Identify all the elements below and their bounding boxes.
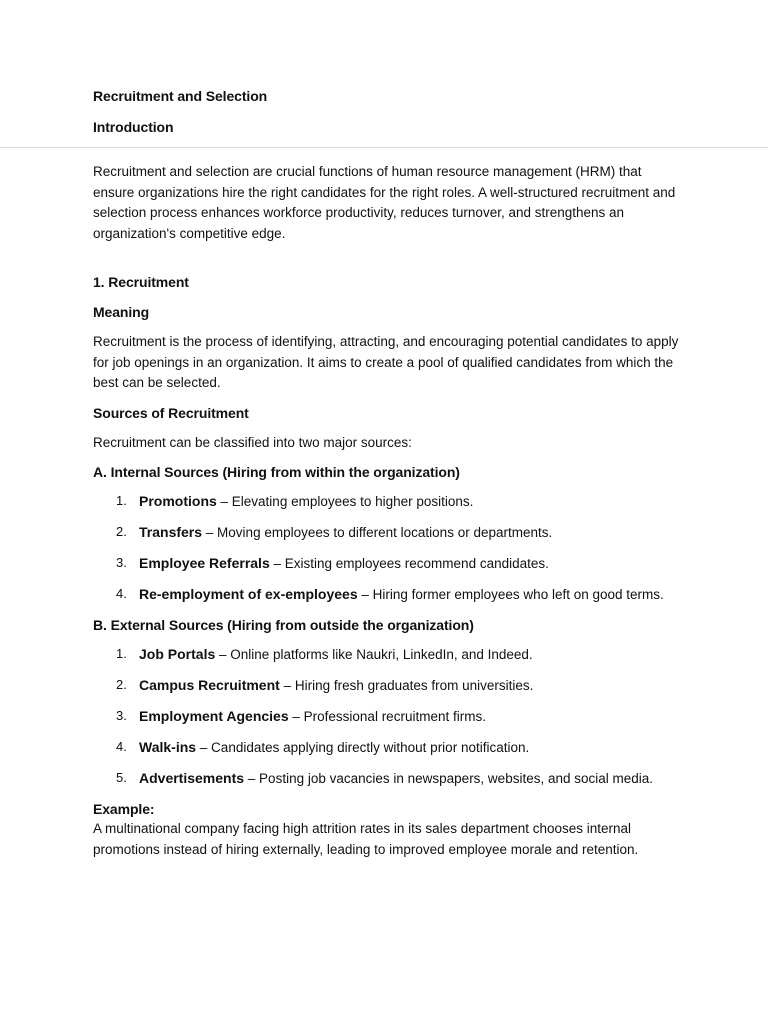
list-term: Walk-ins bbox=[139, 739, 197, 755]
list-desc: – Existing employees recommend candidates. bbox=[269, 556, 549, 571]
list-term: Campus Recruitment bbox=[139, 677, 280, 693]
list-term: Advertisements bbox=[139, 770, 245, 786]
list-number: 3. bbox=[116, 708, 127, 723]
list-number: 4. bbox=[116, 586, 127, 601]
example-heading: Example: bbox=[93, 801, 155, 817]
sources-paragraph: Recruitment can be classified into two major sources: bbox=[93, 434, 412, 450]
list-item bbox=[93, 675, 683, 697]
section-recruitment-heading: 1. Recruitment bbox=[93, 274, 189, 290]
document-body bbox=[93, 86, 683, 860]
list-number: 1. bbox=[116, 493, 127, 508]
list-number: 3. bbox=[116, 555, 127, 570]
list-desc: – Hiring former employees who left on good terms. bbox=[357, 587, 664, 602]
list-number: 2. bbox=[116, 677, 127, 692]
intro-heading: Introduction bbox=[93, 119, 174, 135]
list-desc: – Hiring fresh graduates from universities. bbox=[279, 678, 534, 693]
list-term: Employee Referrals bbox=[139, 555, 270, 571]
external-sources-list bbox=[93, 644, 683, 790]
list-term: Transfers bbox=[139, 524, 203, 540]
list-desc: – Online platforms like Naukri, LinkedIn, and Indeed. bbox=[215, 647, 533, 662]
list-number: 2. bbox=[116, 524, 127, 539]
list-item bbox=[93, 706, 683, 728]
example-paragraph: A multinational company facing high attrition rates in its sales department chooses internal promotions instead of hiring externally, leading to improved employee morale and retention. bbox=[93, 821, 639, 857]
list-term: Promotions bbox=[139, 493, 217, 509]
sources-heading: Sources of Recruitment bbox=[93, 404, 249, 421]
list-item bbox=[93, 768, 683, 790]
meaning-heading: Meaning bbox=[93, 304, 150, 320]
list-term: Employment Agencies bbox=[139, 708, 289, 724]
document-title: Recruitment and Selection bbox=[93, 88, 268, 104]
intro-paragraph: Recruitment and selection are crucial functions of human resource management (HRM) that ensure organizations hire the right candidates for the right roles. A well-structured recruitment and selection process enhances workforce productivity, reduces turnover, and strengthens an organization's competitive edge. bbox=[93, 164, 676, 241]
list-number: 5. bbox=[116, 770, 127, 785]
list-item bbox=[93, 522, 683, 544]
meaning-paragraph: Recruitment is the process of identifying, attracting, and encouraging potential candidates to apply for job openings in an organization. It aims to create a pool of qualified candidates from which the best can be selected. bbox=[93, 334, 679, 390]
list-desc: – Moving employees to different locations or departments. bbox=[202, 525, 553, 540]
list-desc: – Candidates applying directly without prior notification. bbox=[196, 740, 530, 755]
list-item bbox=[93, 584, 683, 606]
list-item bbox=[93, 737, 683, 759]
list-item bbox=[93, 553, 683, 575]
list-term: Job Portals bbox=[139, 646, 216, 662]
list-desc: – Posting job vacancies in newspapers, websites, and social media. bbox=[244, 771, 654, 786]
list-item bbox=[93, 644, 683, 666]
list-number: 4. bbox=[116, 739, 127, 754]
internal-sources-list bbox=[93, 491, 683, 606]
external-sources-heading: B. External Sources (Hiring from outside the organization) bbox=[93, 617, 474, 633]
list-item bbox=[93, 491, 683, 513]
list-number: 1. bbox=[116, 646, 127, 661]
list-term: Re-employment of ex-employees bbox=[139, 586, 358, 602]
list-desc: – Elevating employees to higher positions. bbox=[216, 494, 474, 509]
internal-sources-heading: A. Internal Sources (Hiring from within the organization) bbox=[93, 464, 460, 480]
list-desc: – Professional recruitment firms. bbox=[288, 709, 486, 724]
